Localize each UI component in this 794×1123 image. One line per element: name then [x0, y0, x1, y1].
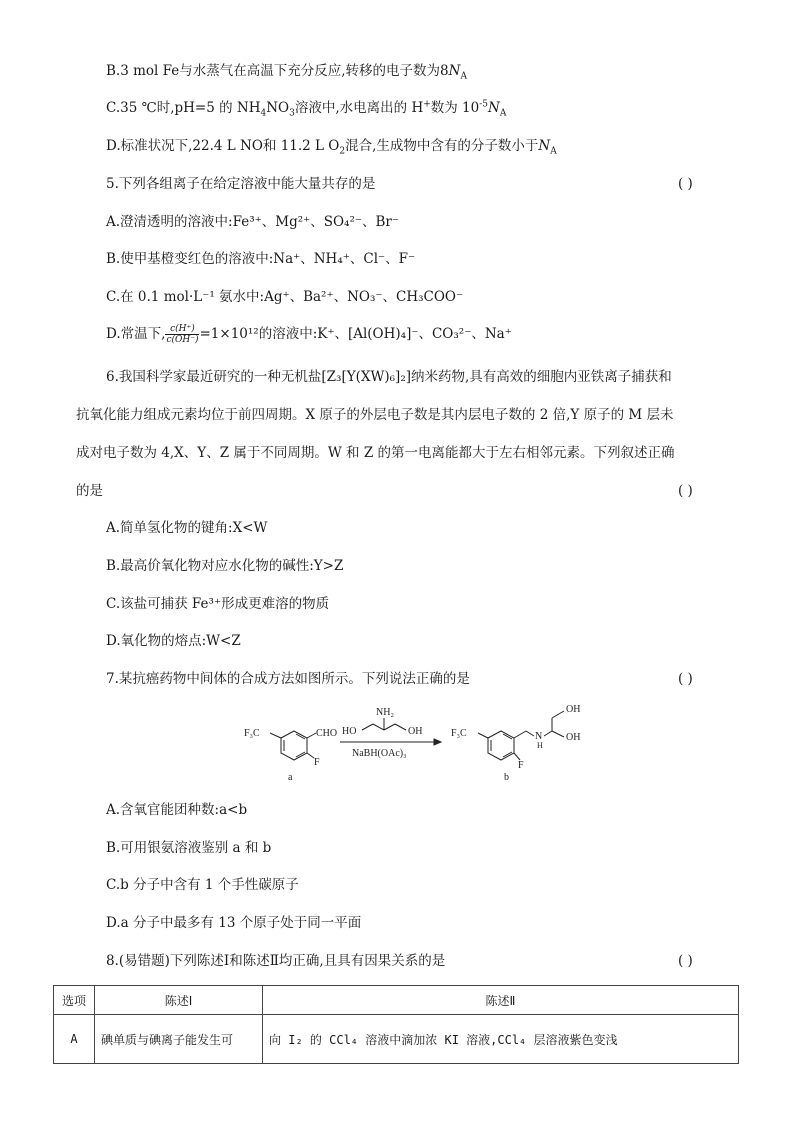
reaction-arrow — [340, 739, 441, 745]
reagent-ho: HO — [342, 726, 357, 737]
q5-answer-bracket: ( ) — [678, 176, 693, 192]
compound-b-h: H — [537, 741, 543, 750]
reagent-conditions: NaBH(OAc)₃ — [352, 748, 407, 759]
q5-stem: 5.下列各组离子在给定溶液中能大量共存的是 — [106, 176, 376, 192]
reagent-nh2: NH₂ — [376, 707, 394, 718]
q6-option-b: B.最高价氧化物对应水化物的碱性:Y>Z — [106, 558, 344, 574]
q5-option-a: A.澄清透明的溶液中:Fe³⁺、Mg²⁺、SO₄²⁻、Br⁻ — [106, 214, 400, 230]
compound-a-f: F — [314, 757, 320, 768]
header-statement-1: 陈述Ⅰ — [95, 986, 263, 1015]
cell-option: A — [54, 1015, 95, 1064]
q7-stem: 7.某抗癌药物中间体的合成方法如图所示。下列说法正确的是 — [106, 671, 470, 687]
q5-option-c: C.在 0.1 mol·L⁻¹ 氨水中:Ag⁺、Ba²⁺、NO₃⁻、CH₃COO⁻ — [106, 289, 464, 305]
q7-option-d: D.a 分子中最多有 13 个原子处于同一平面 — [106, 915, 362, 931]
q6-option-a: A.简单氢化物的键角:X<W — [106, 520, 268, 536]
header-option: 选项 — [54, 986, 95, 1015]
table-row — [54, 1015, 739, 1064]
q5-option-d: D.常温下, $\frac{c(H^+)}{c(OH^-)}$ =1×10¹²的溶液中:K⁺、[Al(OH)₄]⁻、CO₃²⁻、Na⁺ — [106, 324, 512, 345]
compound-b-f: F — [518, 760, 524, 771]
q6-stem-line4: 的是 — [76, 483, 103, 499]
concentration-ratio: $\frac{c(H^+)}{c(OH^-)}$ — [166, 324, 199, 345]
q6-option-d: D.氧化物的熔点:W<Z — [106, 633, 241, 649]
compound-b-n: N — [535, 731, 543, 742]
compound-a-label: a — [288, 772, 293, 783]
compound-b-label: b — [504, 772, 509, 783]
q5-option-b: B.使甲基橙变红色的溶液中:Na⁺、NH₄⁺、Cl⁻、F⁻ — [106, 251, 416, 267]
compound-a-cho: CHO — [316, 728, 338, 739]
q8-stem: 8.(易错题)下列陈述Ⅰ和陈述Ⅱ均正确,且具有因果关系的是 — [106, 953, 446, 969]
q7-option-c: C.b 分子中含有 1 个手性碳原子 — [106, 877, 299, 893]
reaction-scheme — [236, 700, 596, 790]
compound-b-oh-right: OH — [566, 732, 581, 743]
q4-option-c: C.35 ℃时,pH=5 的 $NH_4NO_3$溶液中,水电离出的 H+数为 $10^{-5}N_A$ — [106, 99, 507, 119]
q6-option-c: C.该盐可捕获 Fe³⁺形成更难溶的物质 — [106, 596, 330, 612]
q7-option-a: A.含氧官能团种数:a<b — [106, 802, 248, 818]
compound-b-structure — [478, 711, 564, 760]
q6-stem-line2: 抗氧化能力组成元素均位于前四周期。X 原子的外层电子数是其内层电子数的 2 倍,Y 原子的 M 层未 — [76, 407, 674, 423]
q7-answer-bracket: ( ) — [678, 671, 693, 687]
cell-statement-1: 碘单质与碘离子能发生可 — [95, 1015, 263, 1064]
amino-diol-structure — [362, 718, 406, 730]
compound-b-oh-top: OH — [566, 704, 581, 715]
table-header-row — [54, 986, 739, 1015]
reagent-oh: OH — [408, 726, 423, 737]
q6-answer-bracket: ( ) — [678, 483, 693, 499]
q4-option-b: B.3 mol Fe与水蒸气在高温下充分反应,转移的电子数为$8N_A$ — [106, 63, 467, 82]
q8-statement-table — [53, 985, 739, 1064]
cell-statement-2: 向 I₂ 的 CCl₄ 溶液中滴加浓 KI 溶液,CCl₄ 层溶液紫色变浅 — [263, 1015, 739, 1064]
header-statement-2: 陈述Ⅱ — [263, 986, 739, 1015]
compound-a-structure — [270, 731, 316, 760]
compound-a-cf3: F₃C — [244, 728, 260, 739]
compound-b-cf3: F₃C — [451, 728, 467, 739]
q8-answer-bracket: ( ) — [678, 953, 693, 969]
q7-option-b: B.可用银氨溶液鉴别 a 和 b — [106, 840, 272, 856]
q4-option-d: D.标准状况下,22.4 L NO和 11.2 L $O_2$混合,生成物中含有的分子数小于$N_A$ — [106, 138, 557, 157]
q6-stem-line3: 成对电子数为 4,X、Y、Z 属于不同周期。W 和 Z 的第一电离能都大于左右相邻元素。下列叙述正确 — [76, 445, 675, 461]
q6-stem-line1: 6.我国科学家最近研究的一种无机盐[Z₃[Y(XW)₆]₂]纳米药物,具有高效的细胞内亚铁离子捕获和 — [106, 369, 672, 385]
